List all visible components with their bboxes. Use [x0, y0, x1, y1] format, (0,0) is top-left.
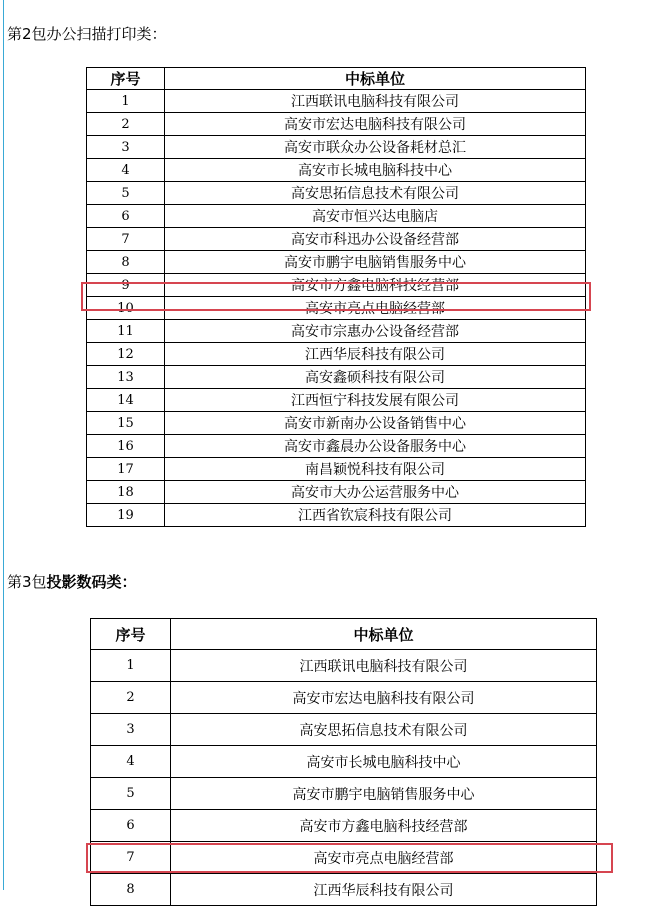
- serial-number-cell: 13: [87, 366, 165, 389]
- company-name-cell: 高安市联众办公设备耗材总汇: [165, 136, 586, 159]
- table-header-row: [87, 68, 586, 90]
- serial-number-cell: 3: [87, 136, 165, 159]
- company-name-cell: 高安市方鑫电脑科技经营部: [171, 810, 597, 842]
- company-name-cell: 高安市宏达电脑科技有限公司: [171, 682, 597, 714]
- serial-number-cell: 4: [91, 746, 171, 778]
- serial-number-cell: 2: [91, 682, 171, 714]
- company-name-cell: 江西省钦宸科技有限公司: [165, 504, 586, 527]
- serial-number-cell: 14: [87, 389, 165, 412]
- serial-number-cell: 15: [87, 412, 165, 435]
- serial-number-cell: 1: [91, 650, 171, 682]
- table-row: [91, 810, 597, 842]
- serial-number-cell: 7: [91, 842, 171, 874]
- table-row: [91, 746, 597, 778]
- company-name-cell: 高安鑫硕科技有限公司: [165, 366, 586, 389]
- company-name-cell: 高安市恒兴达电脑店: [165, 205, 586, 228]
- company-name-cell: 高安市科迅办公设备经营部: [165, 228, 586, 251]
- company-name-cell: 高安市方鑫电脑科技经营部: [165, 274, 586, 297]
- company-name-cell: 高安市大办公运营服务中心: [165, 481, 586, 504]
- serial-number-cell: 3: [91, 714, 171, 746]
- company-name-cell: 江西联讯电脑科技有限公司: [165, 90, 586, 113]
- serial-number-cell: 16: [87, 435, 165, 458]
- section-3-table-body: [91, 650, 597, 906]
- table-row: [91, 682, 597, 714]
- company-name-cell: 江西华辰科技有限公司: [165, 343, 586, 366]
- company-name-cell: 高安市新南办公设备销售中心: [165, 412, 586, 435]
- table-row: [91, 842, 597, 874]
- table-row: [87, 90, 586, 113]
- table-row: [91, 650, 597, 682]
- company-name-cell: 高安市宏达电脑科技有限公司: [165, 113, 586, 136]
- serial-number-cell: 17: [87, 458, 165, 481]
- table-row: [87, 504, 586, 527]
- section-2-table-body: [87, 90, 586, 527]
- serial-number-cell: 4: [87, 159, 165, 182]
- table-row: [87, 481, 586, 504]
- serial-number-cell: 5: [87, 182, 165, 205]
- table-row: [87, 435, 586, 458]
- serial-number-cell: 19: [87, 504, 165, 527]
- company-name-cell: 江西华辰科技有限公司: [171, 874, 597, 906]
- table-row: [87, 113, 586, 136]
- table-row: [87, 159, 586, 182]
- table-row: [87, 274, 586, 297]
- serial-number-cell: 18: [87, 481, 165, 504]
- company-name-cell: 高安市长城电脑科技中心: [165, 159, 586, 182]
- company-name-cell: 高安市鹏宇电脑销售服务中心: [165, 251, 586, 274]
- serial-number-cell: 11: [87, 320, 165, 343]
- company-name-cell: 高安市长城电脑科技中心: [171, 746, 597, 778]
- serial-number-cell: 7: [87, 228, 165, 251]
- company-name-cell: 南昌颖悦科技有限公司: [165, 458, 586, 481]
- table-header-row: [91, 619, 597, 650]
- company-name-cell: 高安思拓信息技术有限公司: [165, 182, 586, 205]
- section-3-title-bold: 投影数码类：: [46, 573, 137, 591]
- company-name-cell: 江西联讯电脑科技有限公司: [171, 650, 597, 682]
- serial-number-cell: 10: [87, 297, 165, 320]
- serial-number-cell: 9: [87, 274, 165, 297]
- serial-number-cell: 2: [87, 113, 165, 136]
- company-name-cell: 高安市亮点电脑经营部: [171, 842, 597, 874]
- company-name-cell: 高安市鑫晨办公设备服务中心: [165, 435, 586, 458]
- page-left-border: [3, 0, 4, 890]
- table-row: [87, 297, 586, 320]
- serial-number-cell: 6: [91, 810, 171, 842]
- section-2-title-text: 第2包办公扫描打印类：: [7, 25, 167, 43]
- header-serial-number: 序号: [87, 68, 165, 90]
- table-row: [87, 320, 586, 343]
- header-winning-company: 中标单位: [165, 68, 586, 90]
- table-row: [87, 205, 586, 228]
- company-name-cell: 江西恒宁科技发展有限公司: [165, 389, 586, 412]
- table-row: [87, 251, 586, 274]
- company-name-cell: 高安市亮点电脑经营部: [165, 297, 586, 320]
- section-2-title: [7, 24, 167, 44]
- table-row: [91, 714, 597, 746]
- header-winning-company: 中标单位: [171, 619, 597, 650]
- serial-number-cell: 5: [91, 778, 171, 810]
- table-row: [87, 412, 586, 435]
- table-row: [87, 366, 586, 389]
- serial-number-cell: 12: [87, 343, 165, 366]
- serial-number-cell: 8: [91, 874, 171, 906]
- serial-number-cell: 8: [87, 251, 165, 274]
- section-3-title-prefix: 第3包: [7, 573, 47, 591]
- table-row: [91, 778, 597, 810]
- section-3-title: [7, 572, 137, 592]
- company-name-cell: 高安思拓信息技术有限公司: [171, 714, 597, 746]
- section-2-award-table: [86, 67, 586, 527]
- section-3-award-table: [90, 618, 597, 906]
- table-row: [87, 458, 586, 481]
- serial-number-cell: 6: [87, 205, 165, 228]
- table-row: [87, 389, 586, 412]
- table-row: [87, 182, 586, 205]
- table-row: [87, 343, 586, 366]
- table-row: [87, 228, 586, 251]
- table-row: [87, 136, 586, 159]
- company-name-cell: 高安市宗惠办公设备经营部: [165, 320, 586, 343]
- serial-number-cell: 1: [87, 90, 165, 113]
- header-serial-number: 序号: [91, 619, 171, 650]
- company-name-cell: 高安市鹏宇电脑销售服务中心: [171, 778, 597, 810]
